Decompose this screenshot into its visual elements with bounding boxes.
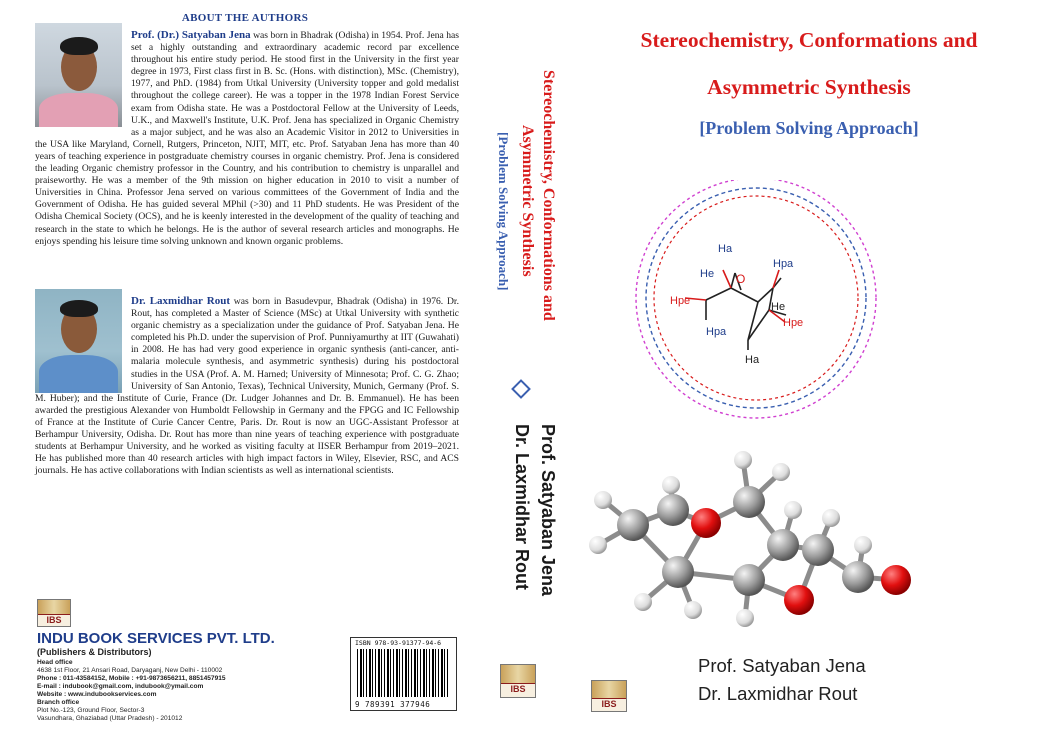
author2-bio [35,295,459,477]
head-office-label: Head office [37,659,73,666]
label-ha-bottom: Ha [745,354,760,366]
spine-author1: Prof. Satyaban Jena [538,424,558,597]
book-icon [38,600,70,615]
back-cover [0,0,478,740]
book-icon [592,681,626,699]
branch-address-2: Vasundhara, Ghaziabad (Uttar Pradesh) - 201012 [37,715,183,722]
barcode-digits: 9 789391 377946 [355,700,431,709]
spine-subtitle: [Problem Solving Approach] [496,132,511,291]
isbn-label: ISBN 978-93-91377-94-6 [355,639,442,647]
label-ha-top: Ha [718,243,733,255]
about-authors-heading: ABOUT THE AUTHORS [181,12,309,24]
front-publisher-logo: IBS [591,680,627,712]
front-title-line1: Stereochemistry, Conformations and [640,28,978,52]
publisher-email: E-mail : indubook@gmail.com, indubook@ymail.com [37,683,204,690]
label-hpa-bottom: Hpa [706,326,727,338]
publisher-name: INDU BOOK SERVICES PVT. LTD. [37,630,275,647]
spine-title-line2: Asymmetric Synthesis [519,125,536,277]
label-oxygen: O [736,272,746,286]
publisher-phone: Phone : 011-43584152, Mobile : +91-9873656211, 8851457915 [37,675,226,682]
head-office-address: 4638 1st Floor, 21 Ansari Road, Daryaganj, New Delhi - 110002 [37,667,223,674]
publisher-tagline: (Publishers & Distributors) [37,647,152,657]
spine-title-line1: Stereochemistry, Conformations and [540,70,557,321]
front-author2: Dr. Laxmidhar Rout [698,683,858,704]
publisher-logo: IBS [37,599,71,627]
book-icon [501,665,535,684]
publisher-website: Website : www.indubookservices.com [37,691,157,698]
author1-bio-text: was born in Bhadrak (Odisha) in 1954. Prof. Jena has set a highly outstanding and extraordinary academic record par excellence throughout his entire study period. He stood first in the University in the first year degree in 1973, First class first in B. Sc. (Hons. with distinction), MSc. (Chemistry), 1977, and PhD. (1984) from Utkal University (University topper and gold medalist throughout the college career). He was a topper in the 1978 Indian Forest Service exam from Odisha state. He was a Postdoctoral Fellow at the University of Leeds, U.K., and Maxwell's Institute, U.K. Prof. Jena has specialized in Organic Chemistry as a major subject, and he was also an Academic Visitor in 2012 to Universities in the USA like Maryland, Cornell, Rutgers, Princeton, NJIT, MIT, etc. Prof. Satyaban Jena has more than 40 years of teaching experience in postgraduate chemistry courses in organic chemistry. Prof. Jena is considered the leading Organic chemistry professor in the Country, and his contribution to chemistry is unparallel and praiseworthy. He was a member of the 9th mission on higher education in 2010 to visit a number of Universities in China. Professor Jena served on various committees of the Government of India and the Government of Odisha. He has guided several MPhil (>30) and 11 PhD students. He was President of the Odisha Chemical Society (OCS), and he is keenly interested in the development of the quality of teaching and research in the state to which he belongs. He is the author of several research articles and monographs. He enjoys spending his leisure time solving unknown and known organic problems. [35,30,459,247]
label-hpe-left: Hpe [670,295,691,307]
label-he-left: He [700,268,715,280]
barcode-bars [357,649,450,697]
author2-bio-text: was born in Basudevpur, Bhadrak (Odisha) in 1976. Dr. Rout, has completed a Master of Science (MSc) at Utkal University with synthetic organic chemistry as a specialization under the guidance of Prof. Satyaban Jena. He completed his Ph.D. under the supervision of Prof. Punniyamurthy at IIT (Guwahati) in 2008. He has had very good experience in organic synthesis (anti-cancer, anti-malaria molecule synthesis, and asymmetric synthesis) during his postdoctoral studies in the USA (Prof. A. M. Harned; University of Minnesota; Prof. C. G. Zhao; University of San Antonio, Texas), Technical University, Munich, Germany (Prof. S. M. Huber); and the Institute of Curie, France (Dr. Ludger Johannes and Dr. B. Emmanuel). He has been awarded the prestigious Alexander von Humboldt Fellowship in Germany and the FPGG and IC Fellowship of France at the Institute of Curie Cancer Centre, Paris. Dr. Rout is now an UGC-Assistant Professor at Berhampur University, Odisha. Dr. Rout has more than nine years of teaching experience with postgraduate students at Berhampur University, and he worked as visiting faculty at IISER Berhampur from 2019–2021. He has published more than 40 research articles with high impact factors in Wiley, Elsevier, RSC, and ACS journals. He has active collaborations with Indian scientists as well as international scientists. [35,296,459,477]
spine-publisher-logo: IBS [500,664,536,698]
front-author1: Prof. Satyaban Jena [698,655,866,676]
front-subtitle: [Problem Solving Approach] [699,118,919,138]
branch-office-label: Branch office [37,699,80,706]
front-cover [573,0,1045,740]
author2-name: Dr. Laxmidhar Rout [131,295,231,307]
author1-bio [35,29,459,248]
branch-address-1: Plot No.-123, Ground Floor, Sector-3 [37,707,145,714]
structure-diagram [573,180,1045,425]
diamond-icon [511,379,531,399]
front-title-line2: Asymmetric Synthesis [707,75,911,99]
author1-name: Prof. (Dr.) Satyaban Jena [131,29,251,41]
spine-author2: Dr. Laxmidhar Rout [512,424,532,591]
label-hpa-right: Hpa [773,258,794,270]
label-hpe-right: Hpe [783,317,804,329]
molecule-3d-model [573,430,1045,635]
isbn-barcode [350,637,457,711]
spine [478,0,573,740]
oxygen-atoms [691,508,911,615]
carbon-atoms [617,486,874,596]
label-he-right: He [771,301,786,313]
